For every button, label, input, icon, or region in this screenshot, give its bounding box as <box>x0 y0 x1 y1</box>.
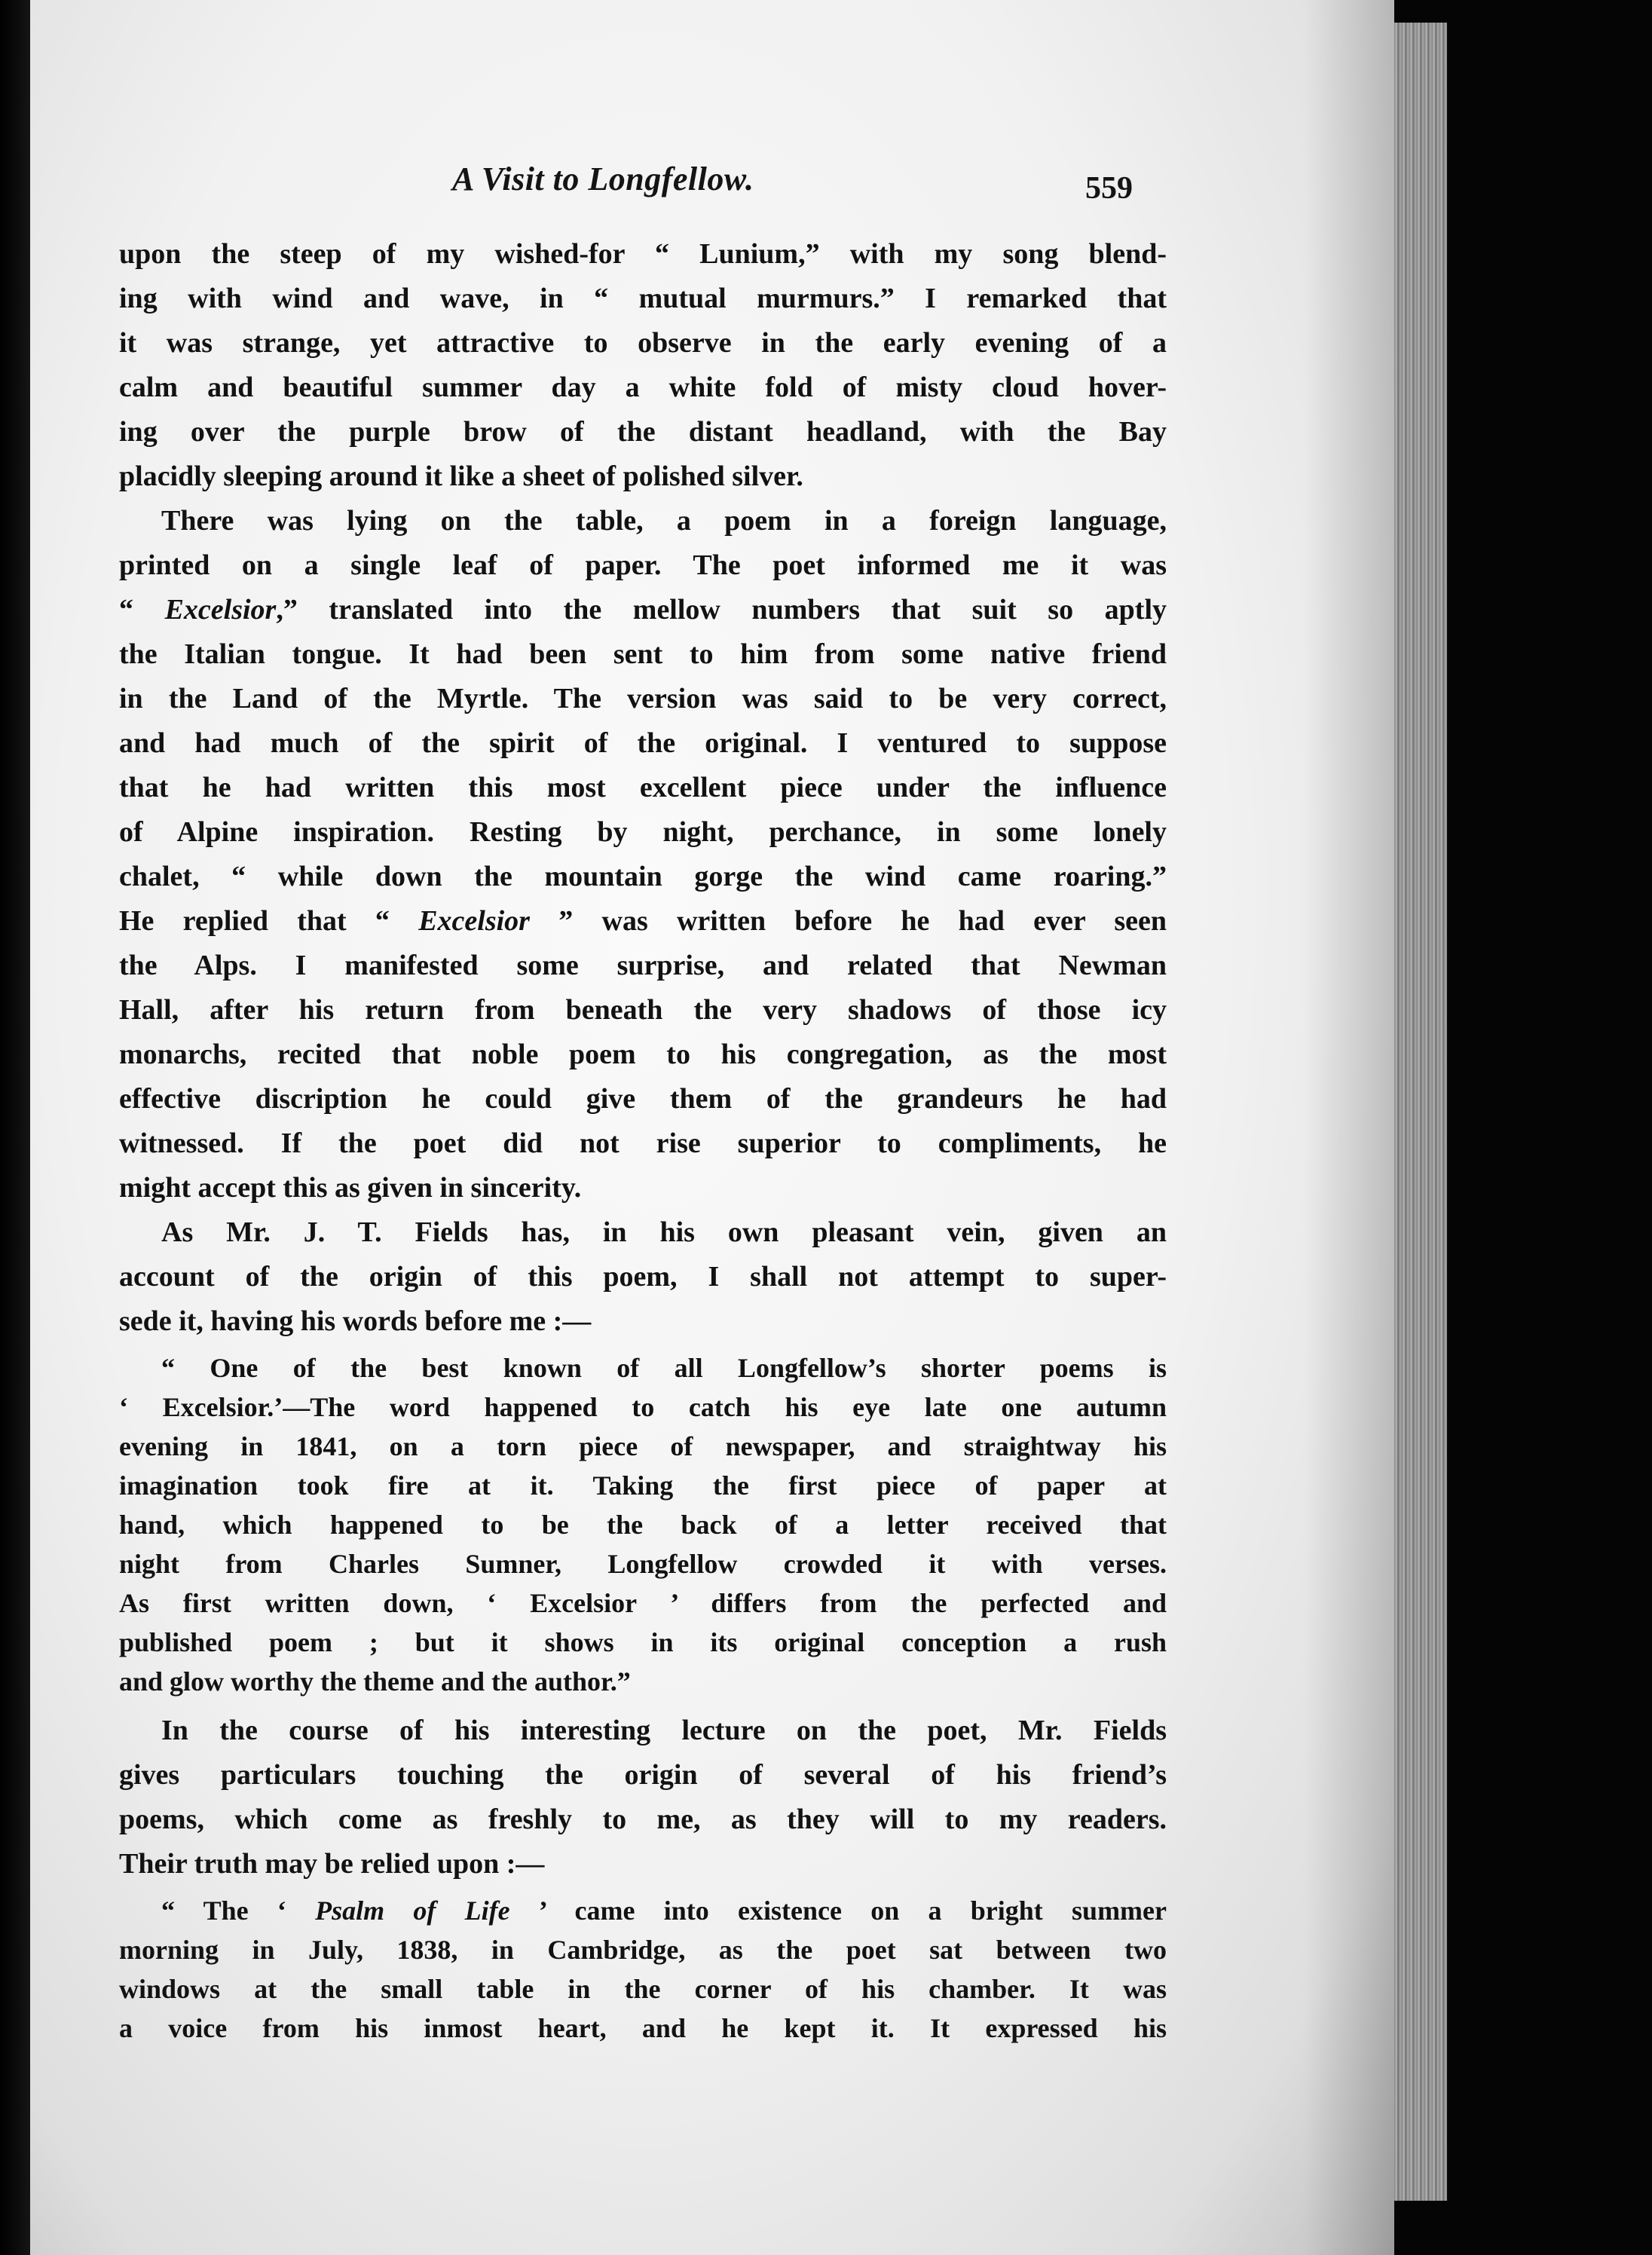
text-line: There was lying on the table, a poem in a foreign language, <box>161 505 1167 537</box>
text-line: ing over the purple brow of the distant headland, with the Bay <box>119 416 1167 448</box>
text-line: might accept this as given in sincerity. <box>119 1172 582 1204</box>
text-line: the Italian tongue. It had been sent to him from some native friend <box>119 638 1167 670</box>
text-line: upon the steep of my wished-for “ Lunium,” with my song blend‑ <box>119 238 1167 270</box>
text-line: calm and beautiful summer day a white fold of misty cloud hover- <box>119 372 1167 403</box>
quote-line: ‘ Excelsior.’—The word happened to catch his eye late one autumn <box>119 1392 1167 1422</box>
block-quote <box>119 1348 1167 1701</box>
quote-line: windows at the small table in the corner of his chamber. It was <box>119 1974 1167 2004</box>
text-line: printed on a single leaf of paper. The poet informed me it was <box>119 549 1167 581</box>
paragraph <box>119 232 1167 499</box>
quote-line: “ The ‘ Psalm of Life ’ came into existence on a bright summer <box>161 1895 1167 1926</box>
text-line: monarchs, recited that noble poem to his congregation, as the most <box>119 1039 1167 1070</box>
text-line: In the course of his interesting lecture on the poet, Mr. Fields <box>161 1715 1167 1746</box>
page-stack-edges <box>1387 23 1447 2201</box>
text-line: “ Excelsior,” translated into the mellow numbers that suit so aptly <box>119 594 1167 626</box>
quote-line: As first written down, ‘ Excelsior ’ differs from the perfected and <box>119 1588 1167 1618</box>
gutter-shadow <box>1304 0 1394 2255</box>
paragraph <box>119 499 1167 1210</box>
block-quote <box>119 1891 1167 2048</box>
text-line: poems, which come as freshly to me, as they will to my readers. <box>119 1804 1167 1835</box>
text-line: ing with wind and wave, in “ mutual murmurs.” I remarked that <box>119 283 1167 314</box>
quote-line: “ One of the best known of all Longfellow’s shorter poems is <box>161 1353 1167 1383</box>
quote-line: evening in 1841, on a torn piece of newspaper, and straightway his <box>119 1431 1167 1461</box>
text-line: chalet, “ while down the mountain gorge the wind came roaring.” <box>119 861 1167 892</box>
text-line: and had much of the spirit of the original. I ventured to suppose <box>119 727 1167 759</box>
text-line: As Mr. J. T. Fields has, in his own pleasant vein, given an <box>161 1216 1167 1248</box>
text-line: sede it, having his words before me :— <box>119 1305 592 1337</box>
text-line: it was strange, yet attractive to observe in the early evening of a <box>119 327 1167 359</box>
text-line: effective discription he could give them of the grandeurs he had <box>119 1083 1167 1115</box>
text-line: the Alps. I manifested some surprise, and related that Newman <box>119 950 1167 981</box>
text-line: placidly sleeping around it like a sheet of polished silver. <box>119 460 803 492</box>
text-line: Their truth may be relied upon :— <box>119 1848 545 1880</box>
running-title: A Visit to Longfellow. <box>452 161 754 197</box>
text-line: witnessed. If the poet did not rise superior to compliments, he <box>119 1128 1167 1159</box>
quote-line: a voice from his inmost heart, and he kept it. It expressed his <box>119 2013 1167 2043</box>
quote-line: hand, which happened to be the back of a letter received that <box>119 1510 1167 1540</box>
quote-line: morning in July, 1838, in Cambridge, as the poet sat between two <box>119 1935 1167 1965</box>
text-line: Hall, after his return from beneath the very shadows of those icy <box>119 994 1167 1026</box>
text-line: gives particulars touching the origin of several of his friend’s <box>119 1759 1167 1791</box>
text-line: account of the origin of this poem, I shall not attempt to super- <box>119 1261 1167 1293</box>
quote-line: and glow worthy the theme and the author.” <box>119 1666 631 1697</box>
text-line: in the Land of the Myrtle. The version was said to be very correct, <box>119 683 1167 714</box>
quote-line: imagination took fire at it. Taking the first piece of paper at <box>119 1470 1167 1501</box>
page-text <box>119 232 1167 2048</box>
text-line: He replied that “ Excelsior ” was written before he had ever seen <box>119 905 1167 937</box>
text-line: of Alpine inspiration. Resting by night, perchance, in some lonely <box>119 816 1167 848</box>
page-number: 559 <box>1085 171 1133 206</box>
book-page <box>30 0 1394 2255</box>
quote-line: night from Charles Sumner, Longfellow crowded it with verses. <box>119 1549 1167 1579</box>
text-line: that he had written this most excellent piece under the influence <box>119 772 1167 803</box>
paragraph <box>119 1709 1167 1886</box>
paragraph <box>119 1210 1167 1344</box>
quote-line: published poem ; but it shows in its original conception a rush <box>119 1627 1167 1657</box>
